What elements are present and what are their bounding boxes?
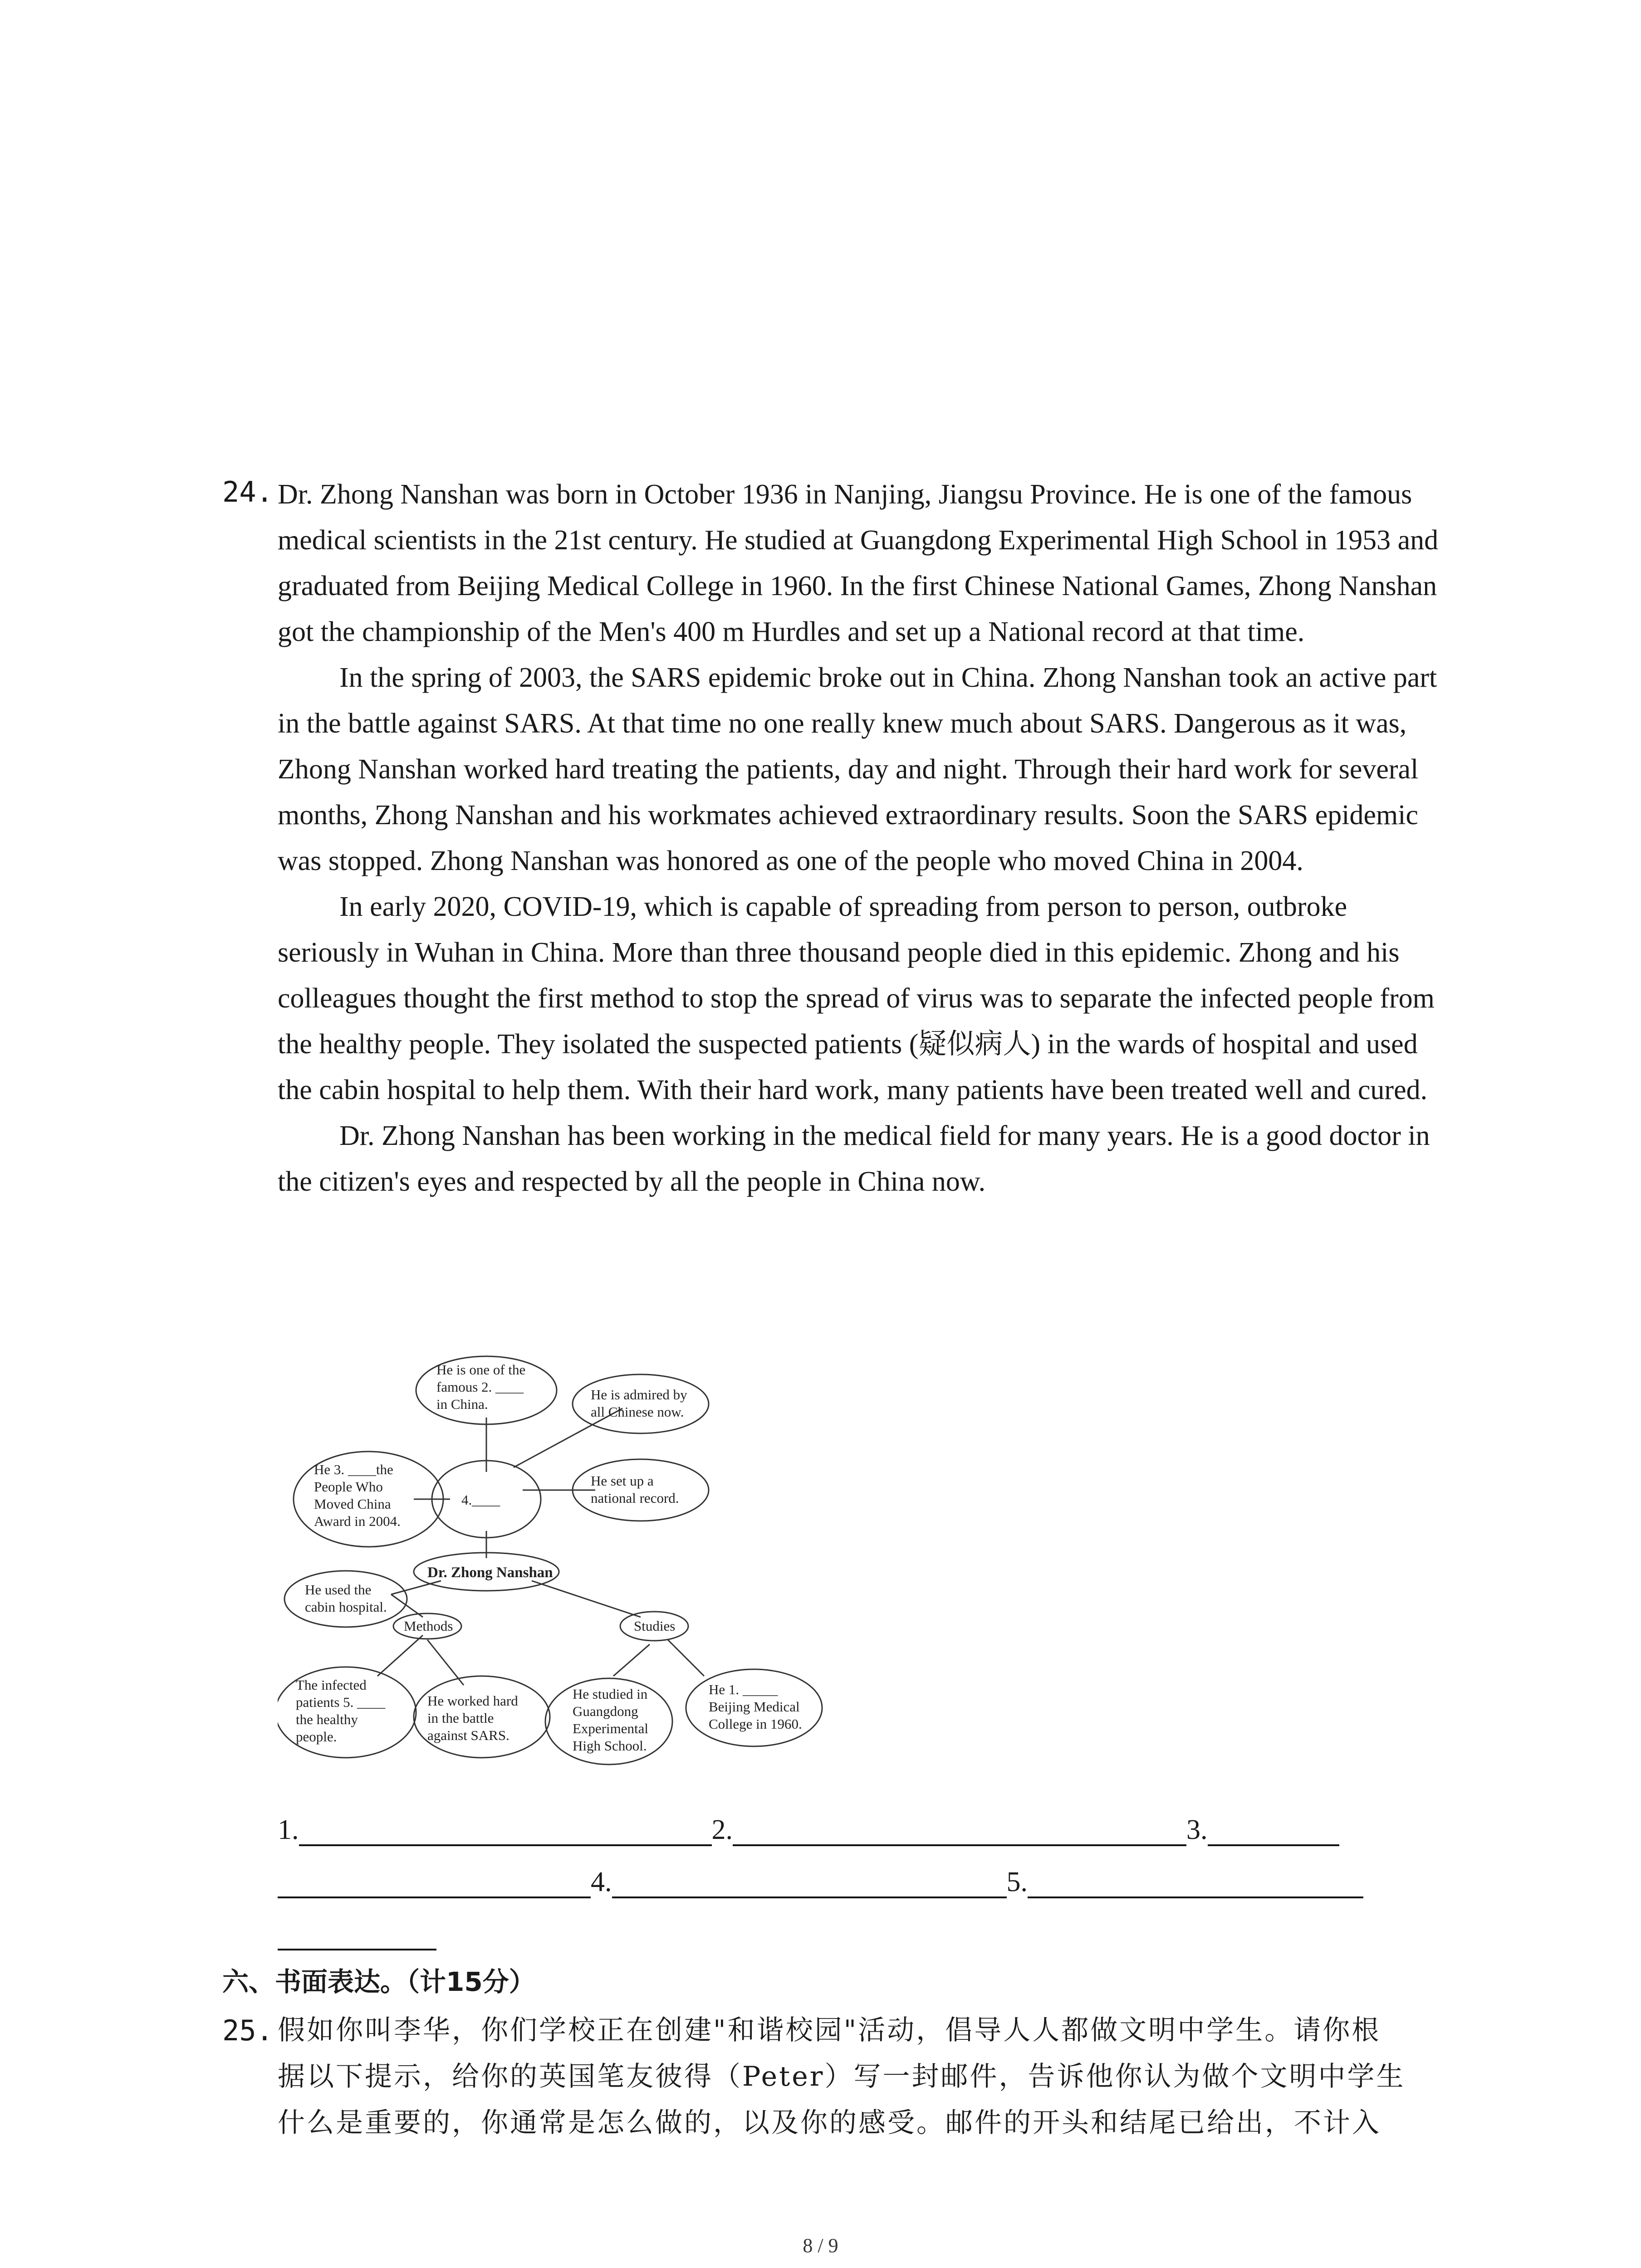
mm-text: He studied in [573,1686,648,1702]
mm-text: He worked hard [427,1693,518,1709]
answer-blank-5[interactable] [1028,1868,1363,1898]
prompt-line: 什么是重要的，你通常是怎么做的，以及你的感受。邮件的开头和结尾已给出，不计入 [278,2107,1381,2139]
mm-text: 4.____ [461,1492,500,1508]
mm-text: the healthy [296,1711,358,1727]
mm-text: He used the [305,1582,372,1598]
mm-text: people. [296,1729,337,1745]
answer-blank-3-cont[interactable] [278,1868,591,1898]
blank-label: 1. [278,1814,299,1845]
mm-text: Methods [404,1618,453,1634]
reading-passage [278,472,1453,1205]
mm-text: in the battle [427,1710,494,1726]
connector [377,1635,423,1676]
mm-text: He 3. ____the [314,1461,393,1477]
question-number: 25. [222,2014,273,2047]
answer-row [278,1794,1385,1846]
paragraph: Dr. Zhong Nanshan was born in October 1936 in Nanjing, Jiangsu Province. He is one of the famous medical scientists in the 21st century. He studied at Guangdong Experimental High School in 1953 and graduated from Beijing Medical College in 1960. In the first Chinese National Games, Zhong Nanshan got the championship of the Men's 400 m Hurdles and set up a National record at that time. [278,479,1439,647]
blank-label: 5. [1006,1867,1028,1897]
mm-text: He is one of the [436,1362,526,1378]
mm-text: Studies [634,1618,676,1634]
mm-text: College in 1960. [709,1716,802,1732]
mm-text: Dr. Zhong Nanshan [427,1564,553,1581]
mm-text: against SARS. [427,1727,509,1743]
mm-text: Beijing Medical [709,1699,800,1715]
blank-label: 3. [1186,1814,1208,1845]
prompt-line: 假如你叫李华，你们学校正在创建"和谐校园"活动，倡导人人都做文明中学生。请你根 [278,2014,1381,2046]
writing-prompt [278,2007,1444,2146]
connector [532,1581,641,1617]
mm-text: all Chinese now. [591,1404,684,1420]
mm-text: cabin hospital. [305,1599,387,1615]
mm-text: national record. [591,1490,679,1506]
question-number: 24. [222,475,273,508]
mm-text: Guangdong [573,1703,638,1719]
blank-label: 4. [591,1867,612,1897]
mind-map-diagram [278,1349,881,1794]
answer-blank-1[interactable] [299,1816,712,1846]
connector [613,1644,650,1676]
mm-text: The infected [296,1677,367,1693]
mm-text: patients 5. ____ [296,1694,386,1710]
answer-row [278,1898,1385,1950]
mm-text: in China. [436,1396,488,1412]
paragraph: In early 2020, COVID-19, which is capable of spreading from person to person, outbroke seriously in Wuhan in China. More than three thousand people died in this epidemic. Zhong and his colleagues thought the first method to stop the spread of virus was to separate the infected people from the healthy people. They isolated the suspected patients (疑似病人) in the wards of hospital and used the cabin hospital to help them. With their hard work, many patients have been treated well and cured. [278,891,1435,1105]
answer-blank-4[interactable] [612,1868,1007,1898]
mm-text: High School. [573,1738,647,1754]
mm-text: famous 2. ____ [436,1379,524,1395]
answer-blanks [278,1794,1385,1950]
mm-text: He is admired by [591,1387,687,1403]
connector [391,1581,441,1594]
answer-blank-3[interactable] [1208,1816,1339,1846]
mm-text: Experimental [573,1721,648,1736]
paragraph: In the spring of 2003, the SARS epidemic broke out in China. Zhong Nanshan took an active part in the battle against SARS. At that time no one really knew much about SARS. Dangerous as it was, Zhong Nanshan worked hard treating the patients, day and night. Through their hard work for several months, Zhong Nanshan and his workmates achieved extraordinary results. Soon the SARS epidemic was stopped. Zhong Nanshan was honored as one of the people who moved China in 2004. [278,662,1437,876]
mm-text: He 1. _____ [709,1681,778,1697]
mm-text: Moved China [314,1496,391,1512]
answer-blank-5-cont[interactable] [278,1921,436,1950]
connector [668,1640,704,1676]
prompt-line: 据以下提示，给你的英国笔友彼得（Peter）写一封邮件，告诉他你认为做个文明中学生 [278,2061,1406,2092]
paragraph: Dr. Zhong Nanshan has been working in the medical field for many years. He is a good doctor in the citizen's eyes and respected by all the people in China now. [278,1120,1430,1197]
blank-label: 2. [711,1814,733,1845]
page-number: 8 / 9 [803,2234,838,2257]
mm-text: He set up a [591,1473,654,1489]
section-heading: 六、书面表达。（计15分） [222,1966,535,1997]
answer-row [278,1846,1385,1898]
mind-map-svg [278,1349,881,1794]
mm-text: People Who [314,1479,383,1495]
mm-text: Award in 2004. [314,1513,401,1529]
answer-blank-2[interactable] [733,1816,1186,1846]
